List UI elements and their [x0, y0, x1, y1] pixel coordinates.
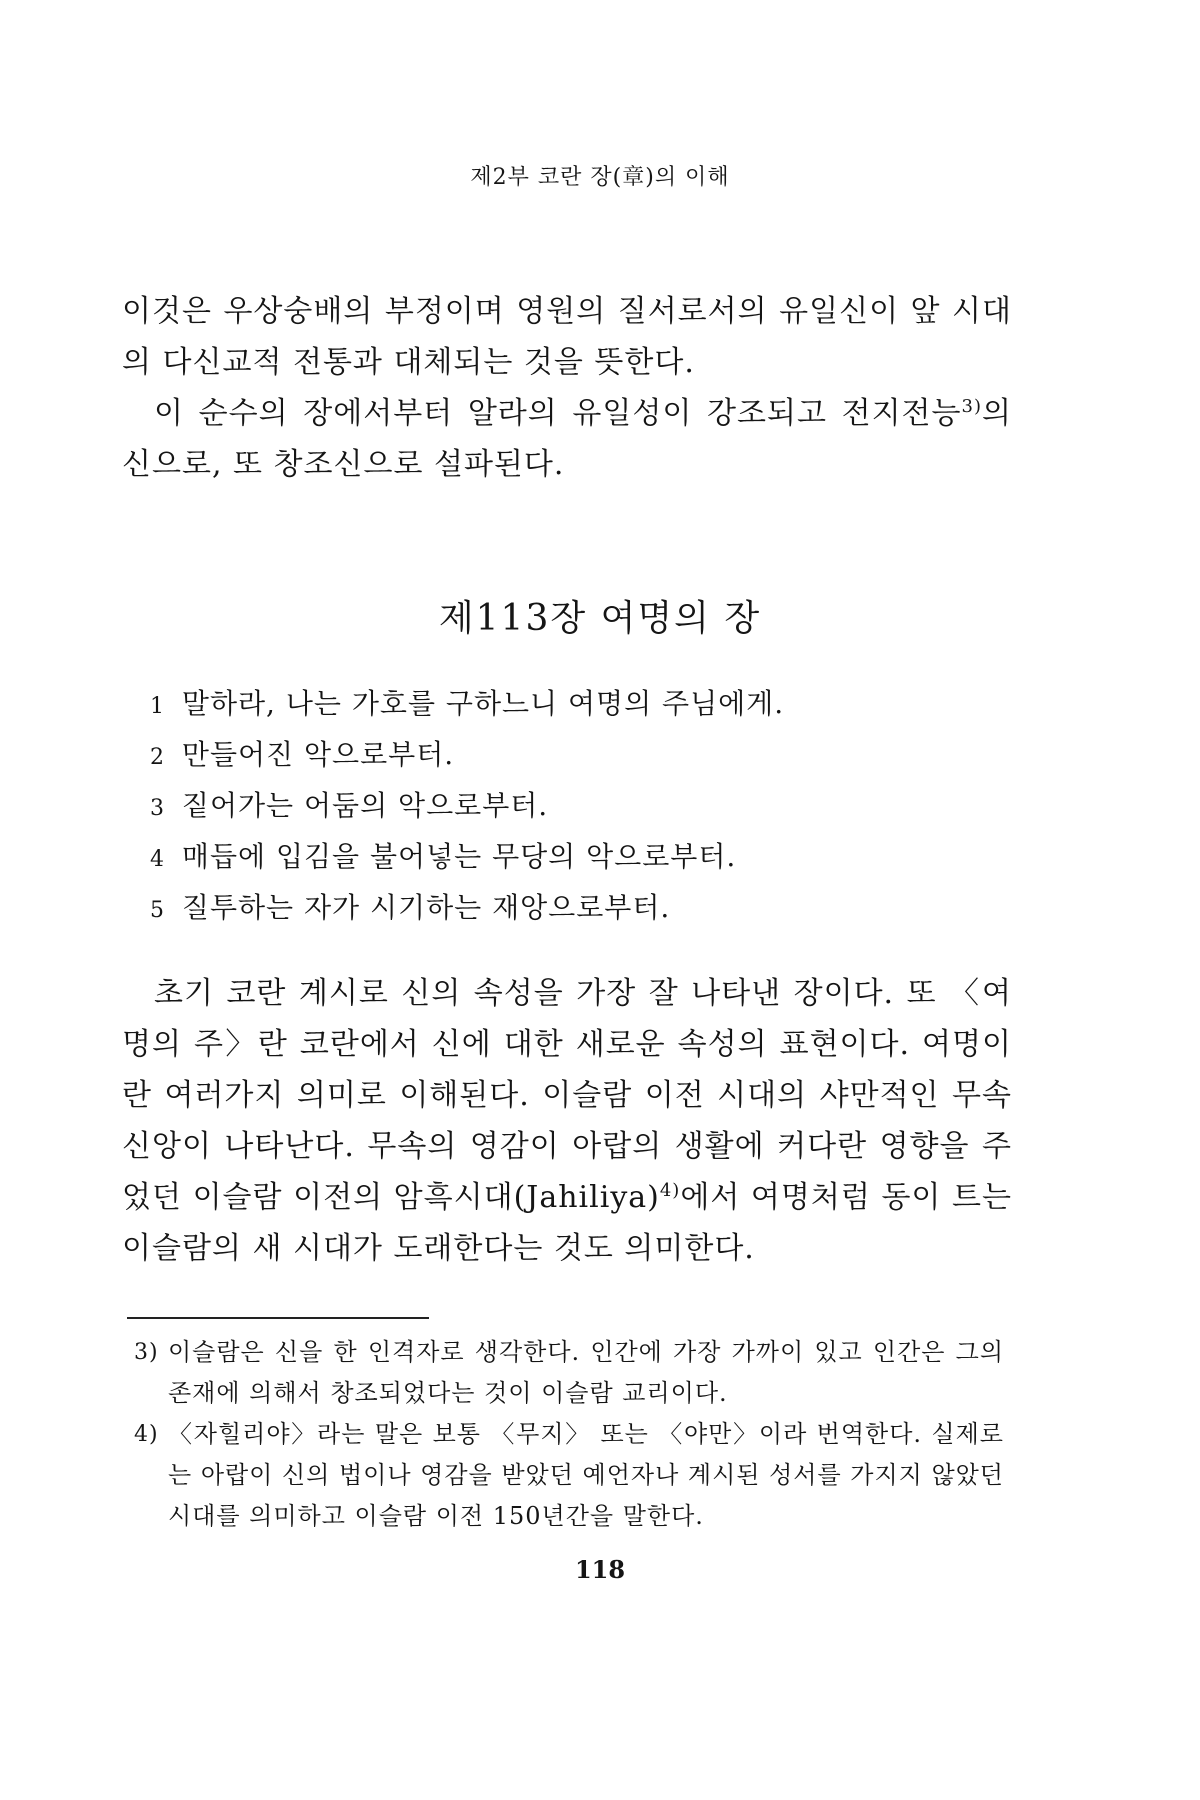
verse-number: 5 [150, 898, 165, 923]
intro-paragraph-1: 이것은 우상숭배의 부정이며 영원의 질서로서의 유일신이 앞 시대의 다신교적 전통과 대체되는 것을 뜻한다. [122, 294, 1012, 380]
verse-number: 1 [150, 694, 165, 719]
verse-text: 질투하는 자가 시기하는 재앙으로부터. [181, 891, 671, 924]
verse [150, 782, 1000, 833]
running-head: 제2부 코란 장(章)의 이해 [470, 165, 730, 190]
footnote-text: 〈자힐리야〉라는 말은 보통 〈무지〉 또는 〈야만〉이라 번역한다. 실제로는 아랍이 신의 법이나 영감을 받았던 예언자나 계시된 성서를 가지지 않았던 시대를 의미하고 이슬람 이전 150년간을 말한다. [168, 1420, 1004, 1530]
verse-number: 2 [150, 745, 165, 770]
intro-paragraph-2-end: 의 신으로, 또 창조신으로 설파된다. [122, 396, 1012, 482]
intro-paragraph-2-start: 이 순수의 장에서부터 알라의 유일성이 강조되고 전지전능 [154, 396, 962, 431]
chapter-title: 제113장 여명의 장 [438, 598, 762, 639]
footnote-ref-3: 3) [961, 396, 983, 417]
verse [150, 833, 1000, 884]
verse [150, 680, 1000, 731]
verse-text: 짙어가는 어둠의 악으로부터. [181, 789, 549, 822]
verse-text: 매듭에 입김을 불어넣는 무당의 악으로부터. [181, 840, 737, 873]
footnotes [134, 1332, 1004, 1537]
footnote-3 [134, 1332, 1004, 1414]
footnote-mark: 4) [134, 1422, 159, 1447]
verse-number: 4 [150, 847, 165, 872]
verse [150, 731, 1000, 782]
footnote-4 [134, 1414, 1004, 1537]
verse [150, 884, 1000, 935]
commentary-start: 초기 코란 계시로 신의 속성을 가장 잘 나타낸 장이다. 또 〈여명의 주〉란 코란에서 신에 대한 새로운 속성의 표현이다. 여명이란 여러가지 의미로 이해된다. 이슬람 이전 시대의 샤만적인 무속 신앙이 나타난다. 무속의 영감이 아랍의 생활에 커다란 영향을 주었던 이슬람 이전의 암흑시대(Jahiliya) [122, 976, 1012, 1215]
verse-text: 말하라, 나는 가호를 구하느니 여명의 주님에게. [181, 687, 785, 720]
verse-text: 만들어진 악으로부터. [181, 738, 455, 771]
intro-text [122, 286, 1012, 490]
page-number: 118 [574, 1555, 626, 1584]
intro-paragraph-2 [122, 388, 1012, 490]
commentary-text [122, 968, 1012, 1274]
footnote-divider [127, 1317, 429, 1319]
verse-number: 3 [150, 796, 165, 821]
footnote-text: 이슬람은 신을 한 인격자로 생각한다. 인간에 가장 가까이 있고 인간은 그의 존재에 의해서 창조되었다는 것이 이슬람 교리이다. [168, 1338, 1004, 1407]
commentary-paragraph [122, 968, 1012, 1274]
commentary-end: 에서 여명처럼 동이 트는 이슬람의 새 시대가 도래한다는 것도 의미한다. [122, 1180, 1012, 1266]
verse-list [150, 680, 1000, 935]
footnote-ref-4: 4) [659, 1180, 681, 1201]
footnote-mark: 3) [134, 1340, 159, 1365]
